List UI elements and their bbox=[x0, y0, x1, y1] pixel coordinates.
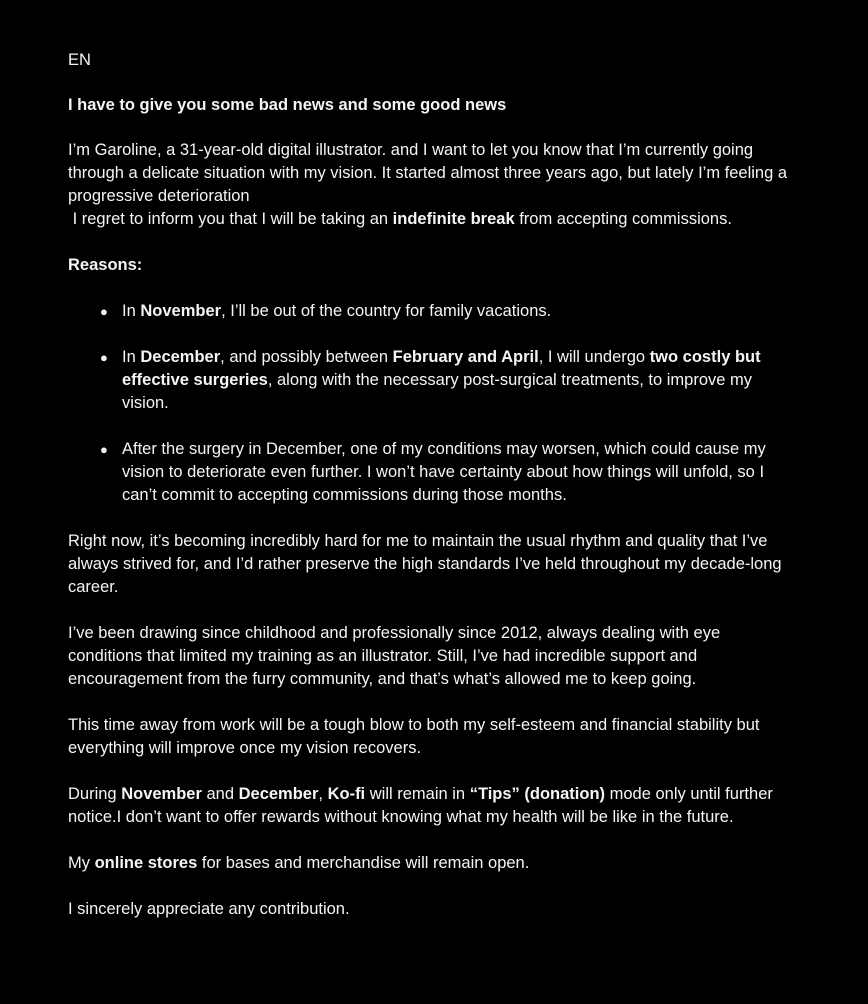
paragraph-right-now: Right now, it’s becoming incredibly hard for me to maintain the usual rhythm and quality that I’ve always strived for, and I’d rather preserve the high standards I’ve held throughout my decade-long career. bbox=[68, 532, 782, 596]
bullet-text: In November, I’ll be out of the country for family vacations. bbox=[122, 302, 552, 320]
language-label: EN bbox=[68, 51, 91, 69]
paragraph-kofi-tips: During November and December, Ko-fi will remain in “Tips” (donation) mode only until further notice.I don’t want to offer rewards without knowing what my health will be like in the future. bbox=[68, 785, 773, 826]
intro-paragraph: I’m Garoline, a 31-year-old digital illustrator. and I want to let you know that I’m currently going through a delicate situation with my vision. It started almost three years ago, but lately I’m feeling a progressive deterioration I regret to inform you that I will be taking an indefinite break from accepting commissions. bbox=[68, 141, 788, 228]
document-title: I have to give you some bad news and some good news bbox=[68, 96, 507, 114]
bullet-item-november bbox=[68, 300, 798, 323]
bullet-text: In December, and possibly between February and April, I will undergo two costly but effective surgeries, along with the necessary post-surgical treatments, to improve my vision. bbox=[122, 348, 761, 412]
paragraph-drawing-history: I’ve been drawing since childhood and professionally since 2012, always dealing with eye conditions that limited my training as an illustrator. Still, I’ve had incredible support and encouragement from the furry community, and that’s what’s allowed me to keep going. bbox=[68, 624, 721, 688]
bullet-icon: ● bbox=[100, 442, 108, 457]
bullet-icon: ● bbox=[100, 350, 108, 365]
reasons-heading: Reasons: bbox=[68, 256, 143, 274]
paragraph-time-away: This time away from work will be a tough blow to both my self-esteem and financial stability but everything will improve once my vision recovers. bbox=[68, 716, 760, 757]
bullet-text: After the surgery in December, one of my conditions may worsen, which could cause my vision to deteriorate even further. I won’t have certainty about how things will unfold, so I can’t commit to accepting commissions during those months. bbox=[122, 440, 766, 504]
bullet-icon: ● bbox=[100, 304, 108, 319]
paragraph-online-stores: My online stores for bases and merchandise will remain open. bbox=[68, 854, 530, 872]
paragraph-appreciation: I sincerely appreciate any contribution. bbox=[68, 900, 350, 918]
bullet-item-post-surgery bbox=[68, 438, 798, 507]
bullet-item-december-surgeries bbox=[68, 346, 798, 415]
